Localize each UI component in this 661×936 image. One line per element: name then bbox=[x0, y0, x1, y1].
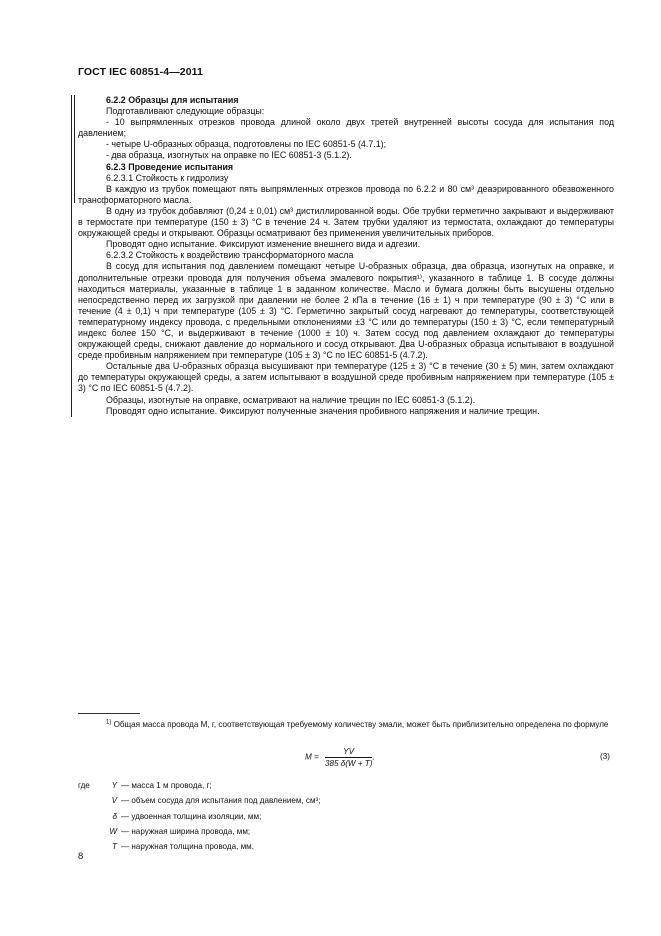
body-paragraph: Образцы, изогнутые на оправке, осматривают на наличие трещин по IEC 60851-3 (5.1.2). bbox=[106, 394, 476, 405]
formula-fraction bbox=[324, 747, 375, 768]
change-bar bbox=[74, 95, 75, 203]
where-lead bbox=[78, 809, 98, 824]
formula-lhs: M = bbox=[305, 752, 319, 762]
where-symbol: V bbox=[111, 796, 117, 806]
where-symbol: W bbox=[109, 826, 117, 836]
where-description: — наружная ширина провода, мм; bbox=[121, 826, 251, 836]
body-paragraph: В одну из трубок добавляют (0,24 ± 0,01) см³ дистиллированной воды. Обе трубки герметично закрывают и выдерживают в термостате при температуре (150 ± 3) °С в течение 24 ч. Затем трубки удаляют из термостата, охлаждают до температуры окружающей среды и открывают. Образцы осматривают без применения увеличительных приборов. bbox=[78, 205, 614, 239]
body-paragraph: - четыре U-образных образца, подготовлены по IEC 60851-5 (4.7.1); bbox=[106, 139, 387, 150]
where-symbol: T bbox=[112, 842, 117, 852]
where-description: — объем сосуда для испытания под давлением, см³; bbox=[121, 796, 321, 806]
footnote-rule bbox=[78, 713, 140, 714]
body-paragraph: 6.2.3.2 Стойкость к воздействию трансформаторного масла bbox=[106, 250, 354, 261]
footnote-marker: 1) bbox=[106, 719, 112, 726]
document-header: ГОСТ IEC 60851-4—2011 bbox=[78, 66, 203, 78]
where-description: — масса 1 м провода, г; bbox=[121, 781, 212, 790]
where-lead bbox=[78, 793, 98, 808]
where-item bbox=[78, 824, 320, 839]
body-paragraph: 6.2.3 Проведение испытания bbox=[106, 161, 234, 172]
where-lead: где bbox=[78, 781, 90, 790]
where-description: — удвоенная толщина изоляции, мм; bbox=[121, 811, 262, 821]
body-paragraph: - два образца, изогнутых на оправке по IEC 60851-3 (5.1.2). bbox=[106, 150, 352, 161]
where-item bbox=[78, 778, 320, 793]
body-paragraph: - 10 выпрямленных отрезков провода длиной около двух третей внутренней высоты сосуда для испытания под давлением; bbox=[78, 117, 614, 139]
where-symbol: Y bbox=[111, 781, 117, 790]
body-paragraph: Подготавливают следующие образцы: bbox=[106, 106, 265, 117]
body-paragraph: 6.2.2 Образцы для испытания bbox=[106, 95, 239, 105]
formula-number: (3) bbox=[600, 752, 610, 761]
body-paragraph: Остальные два U-образных образца высушивают при температуре (125 ± 3) °С в течение (30 ± 5) мин, затем охлаждают до температуры окружающей среды, а затем испытывают в воздушной среде пробивным напряжением при температуре (105 ± 3) °С по IEC 60851-5 (4.7.2). bbox=[78, 361, 614, 394]
body-paragraph: В каждую из трубок помещают пять выпрямленных отрезков провода по 6.2.2 и 80 см³ деаэрированного обезвоженного трансформаторного масла. bbox=[78, 183, 614, 205]
body-paragraph: В сосуд для испытания под давлением помещают четыре U-образных образца, два образца, изогнутых на оправке, и дополнительные отрезки провода для получения объема эмалевого покрытия¹⁾, указанного в таблице 1. В сосуде должны находиться материалы, указанные в таблице 1 в заданном количестве. Масло и бумага должны быть высушены отдельно непосредственно перед их загрузкой при давлении не более 2 кПа в течение (16 ± 1) ч при температуре (90 ± 3) °С или в течение (4 ± 0,1) ч при температуре (105 ± 3) °С. Герметично закрытый сосуд нагревают до температуры, соответствующей температурному индексу провода, с предельными отклонениями ±3 °С или до температуры (150 ± 3) °С, если температурный индекс более 150 °С, и выдерживают в течение (1000 ± 10) ч. Затем сосуд под давлением охлаждают до температуры окружающей среды, снижают давление до нормального и сосуд открывают. Два U-образных образца испытывают в воздушной среде пробивным напряжением при температуре (105 ± 3) °С по IEC 60851-5 (4.7.2). bbox=[78, 261, 614, 361]
formula bbox=[305, 747, 375, 768]
footnote-text: Общая масса провода М, г, соответствующая требуемому количеству эмали, может быть приблизительно определена по формуле bbox=[113, 720, 609, 729]
formula-denominator: 385 δ(W + T) bbox=[324, 759, 373, 768]
where-item bbox=[78, 839, 320, 854]
page-number: 8 bbox=[78, 851, 84, 862]
where-description: — наружная толщина провода, мм. bbox=[121, 842, 254, 852]
formula-numerator: YV bbox=[325, 747, 372, 758]
change-bar bbox=[71, 95, 72, 417]
where-lead bbox=[78, 824, 98, 839]
body-paragraph: 6.2.3.1 Стойкость к гидролизу bbox=[106, 172, 229, 183]
where-item bbox=[78, 793, 320, 808]
formula-trail: , bbox=[372, 752, 375, 762]
where-symbol: δ bbox=[112, 811, 117, 821]
body-paragraph: Проводят одно испытание. Фиксируют полученные значения пробивного напряжения и наличие трещин. bbox=[106, 405, 540, 416]
body-paragraph: Проводят одно испытание. Фиксируют изменение внешнего вида и адгезии. bbox=[106, 239, 421, 250]
document-body bbox=[78, 95, 614, 417]
where-list bbox=[78, 778, 320, 854]
where-item bbox=[78, 809, 320, 824]
footnote bbox=[78, 719, 614, 730]
